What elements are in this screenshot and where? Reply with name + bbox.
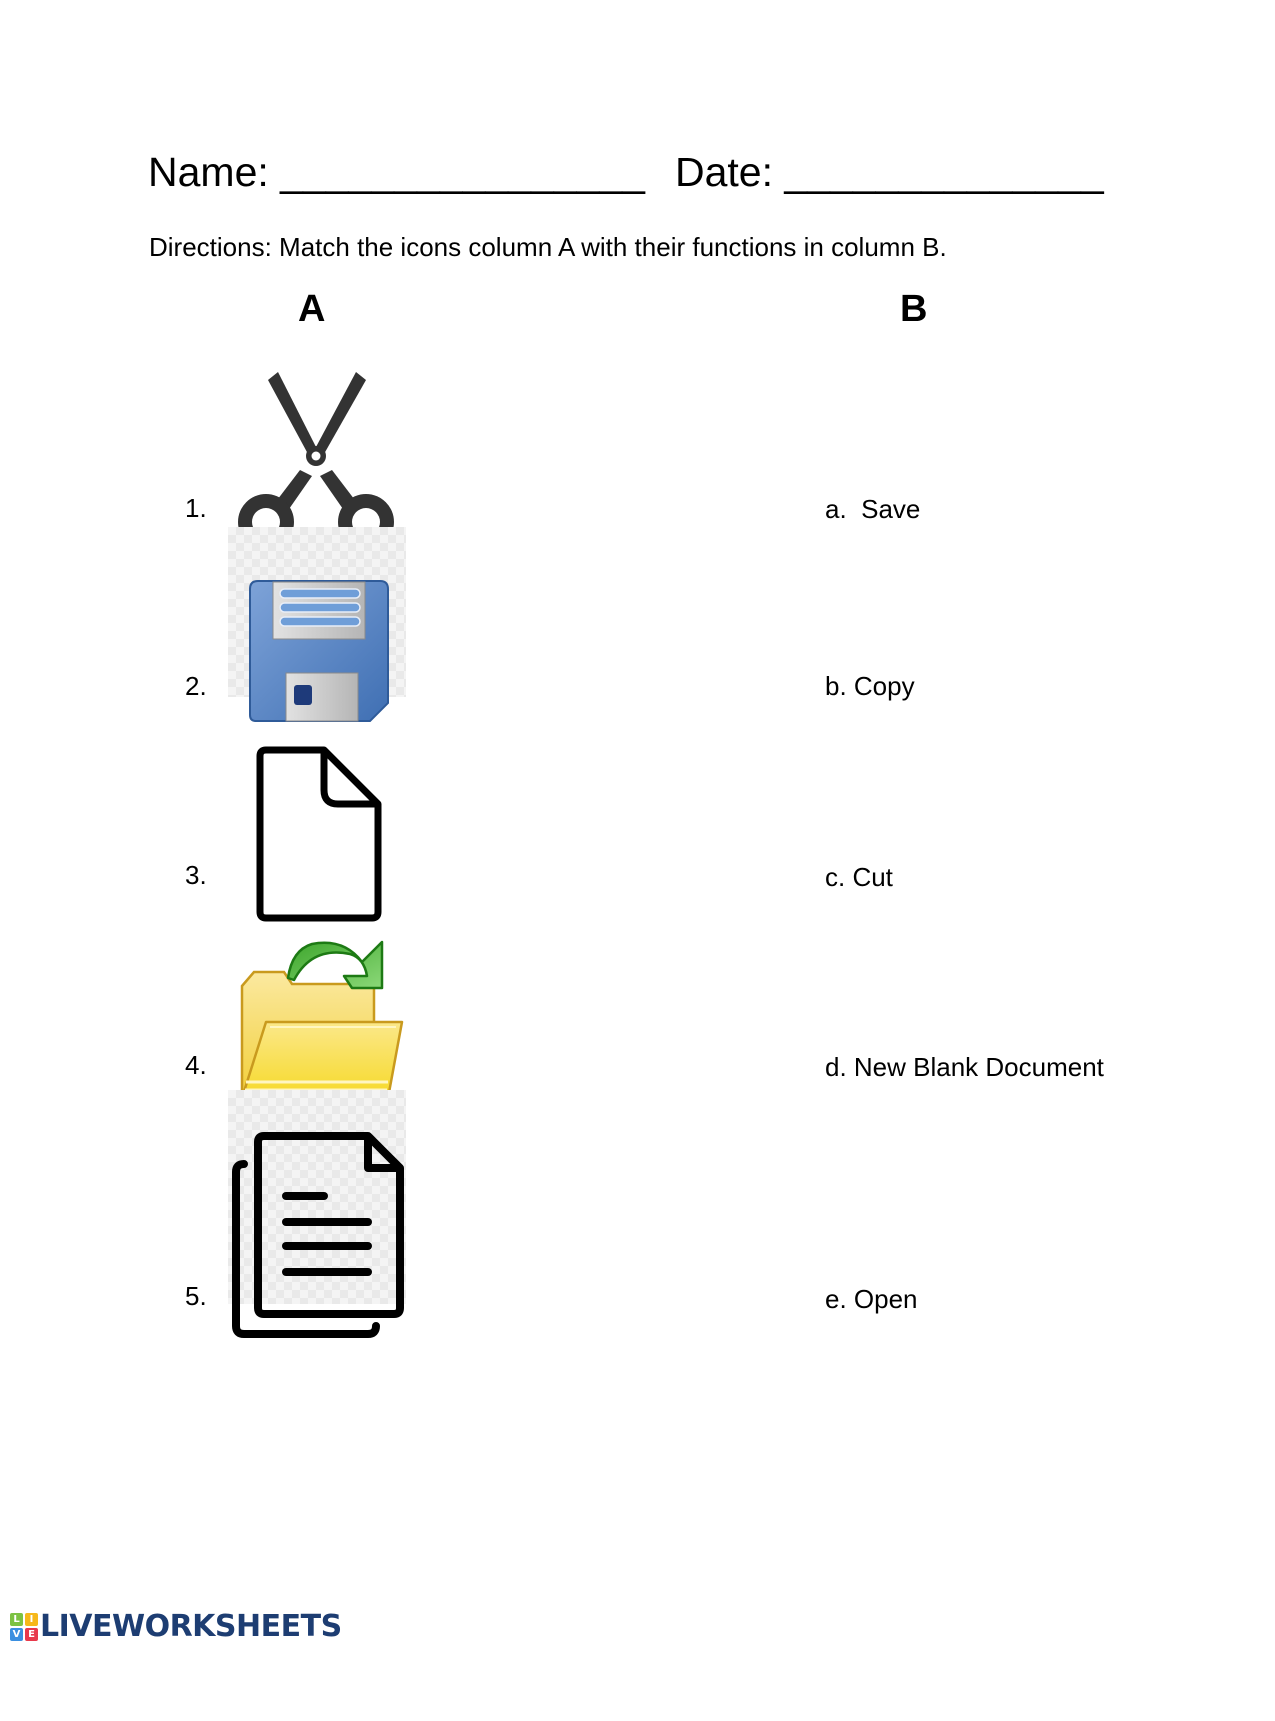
logo-blocks-icon <box>10 1613 38 1641</box>
name-field-label: Name: ________________ <box>148 149 645 195</box>
column-b-heading: B <box>900 288 928 330</box>
date-field-label: Date: ______________ <box>675 149 1104 195</box>
answer-option-d: d. New Blank Document <box>825 1052 1104 1082</box>
logo-block-i: I <box>25 1613 38 1626</box>
answer-option-c: c. Cut <box>825 862 893 892</box>
answer-option-b: b. Copy <box>825 671 915 701</box>
floppy-disk-icon <box>228 527 406 697</box>
answer-option-a: a. Save <box>825 494 921 524</box>
item-number-5: 5. <box>185 1281 207 1311</box>
logo-block-e: E <box>25 1628 38 1641</box>
item-number-2: 2. <box>185 671 207 701</box>
liveworksheets-logo <box>10 1609 370 1644</box>
scissors-icon <box>228 336 404 516</box>
open-folder-icon <box>232 900 404 1068</box>
item-number-1: 1. <box>185 493 207 523</box>
logo-text: LIVEWORKSHEETS <box>40 1609 342 1644</box>
blank-document-icon <box>254 710 382 886</box>
logo-block-v: V <box>10 1628 23 1641</box>
logo-block-l: L <box>10 1613 23 1626</box>
item-number-4: 4. <box>185 1050 207 1080</box>
item-number-3: 3. <box>185 860 207 890</box>
answer-option-e: e. Open <box>825 1284 918 1314</box>
column-a-heading: A <box>298 288 326 330</box>
directions-text: Directions: Match the icons column A with their functions in column B. <box>149 232 947 262</box>
copy-documents-icon <box>228 1090 406 1304</box>
